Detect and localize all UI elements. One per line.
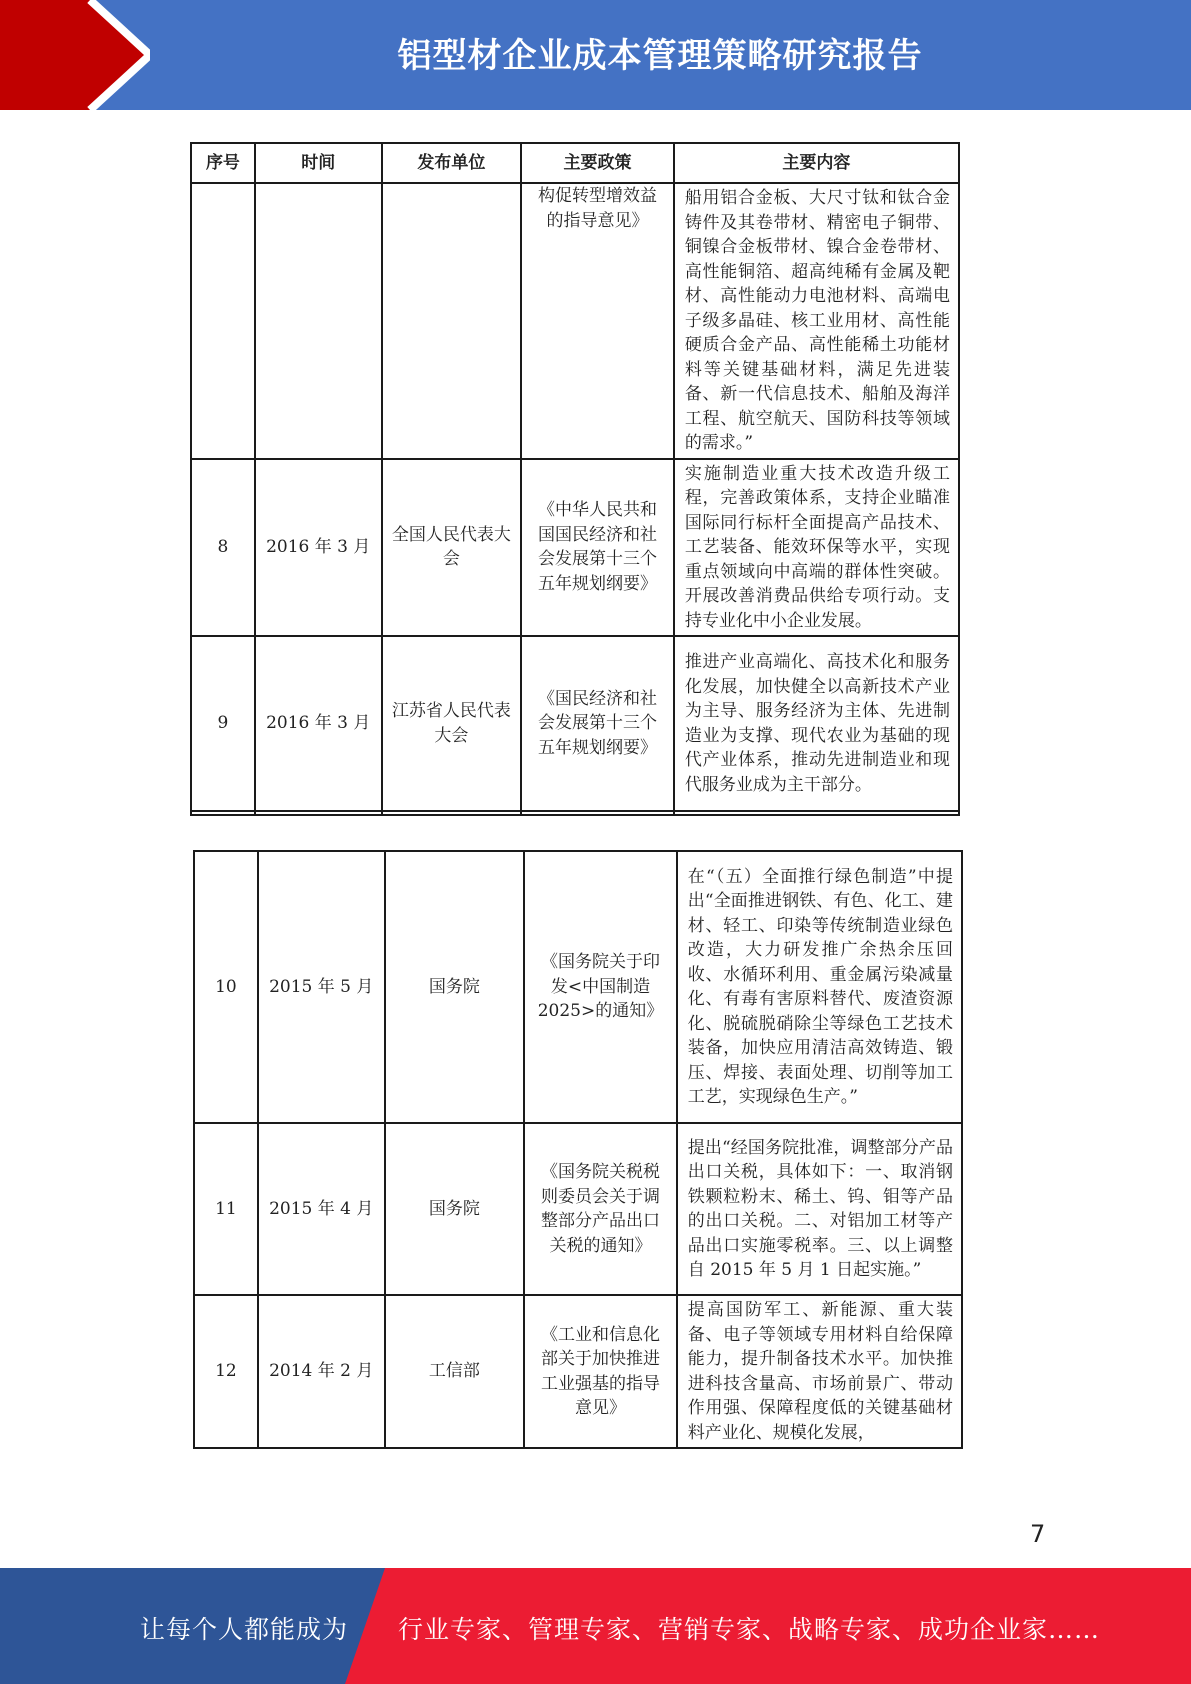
cell-policy: 《工业和信息化部关于加快推进工业强基的指导意见》: [524, 1295, 677, 1448]
table-row: [191, 636, 959, 811]
cell-no: [191, 183, 255, 459]
cell-content: 提出“经国务院批准，调整部分产品出口关税，具体如下：一、取消钢铁颗粒粉末、稀土、钨、钼等产品的出口关税。二、对铝加工材等产品出口实施零税率。三、以上调整自 2015 年 5 月 1 日起实施。”: [677, 1123, 962, 1295]
footer-slogan-left: 让每个人都能成为: [140, 1615, 349, 1644]
table-row: [191, 459, 959, 637]
cell-publisher: [382, 183, 522, 459]
cell-publisher: 国务院: [385, 851, 525, 1123]
cut-cell: [521, 811, 674, 815]
table-row: [194, 1295, 962, 1448]
cell-policy: 《国务院关于印发<中国制造2025>的通知》: [524, 851, 677, 1123]
col-header-date: 时间: [255, 143, 382, 183]
cell-content: 推进产业高端化、高技术化和服务化发展，加快健全以高新技术产业为主导、服务经济为主体、先进制造业为支撑、现代农业为基础的现代产业体系，推动先进制造业和现代服务业成为主干部分。: [674, 636, 959, 811]
cell-publisher: 江苏省人民代表大会: [382, 636, 522, 811]
cell-date: 2016 年 3 月: [255, 459, 382, 637]
cut-cell: [191, 811, 255, 815]
page-number: 7: [1030, 1520, 1046, 1548]
cell-content: 船用铝合金板、大尺寸钛和钛合金铸件及其卷带材、精密电子铜带、铜镍合金板带材、镍合金卷带材、高性能铜箔、超高纯稀有金属及靶材、高性能动力电池材料、高端电子级多晶硅、核工业用材、高性能硬质合金产品、高性能稀土功能材料等关键基础材料，满足先进装备、新一代信息技术、船舶及海洋工程、航空航天、国防科技等领域的需求。”: [674, 183, 959, 459]
cell-content: 提高国防军工、新能源、重大装备、电子等领域专用材料自给保障能力，提升制备技术水平。加快推进科技含量高、市场前景广、带动作用强、保障程度低的关键基础材料产业化、规模化发展，: [677, 1295, 962, 1448]
cell-date: 2015 年 5 月: [258, 851, 385, 1123]
cell-no: 10: [194, 851, 258, 1123]
table-row: [191, 183, 959, 459]
cell-policy: 《国民经济和社会发展第十三个五年规划纲要》: [521, 636, 674, 811]
header-banner: [0, 0, 1191, 110]
table-cut-row: [191, 811, 959, 815]
cell-policy: 《中华人民共和国国民经济和社会发展第十三个五年规划纲要》: [521, 459, 674, 637]
cell-no: 11: [194, 1123, 258, 1295]
footer-banner: [0, 1568, 1191, 1684]
table-header-row: [191, 143, 959, 183]
cell-date: 2016 年 3 月: [255, 636, 382, 811]
col-header-policy: 主要政策: [521, 143, 674, 183]
report-title: 铝型材企业成本管理策略研究报告: [397, 36, 923, 76]
col-header-no: 序号: [191, 143, 255, 183]
cell-date: [255, 183, 382, 459]
cell-date: 2014 年 2 月: [258, 1295, 385, 1448]
cell-content: 实施制造业重大技术改造升级工程，完善政策体系，支持企业瞄准国际同行标杆全面提高产品技术、工艺装备、能效环保等水平，实现重点领域向中高端的群体性突破。开展改善消费品供给专项行动。支持专业化中小企业发展。: [674, 459, 959, 637]
cut-cell: [255, 811, 382, 815]
col-header-publisher: 发布单位: [382, 143, 522, 183]
cell-publisher: 工信部: [385, 1295, 525, 1448]
red-chevron-decoration: [0, 0, 150, 110]
cell-publisher: 全国人民代表大会: [382, 459, 522, 637]
cell-no: 9: [191, 636, 255, 811]
cell-date: 2015 年 4 月: [258, 1123, 385, 1295]
cut-cell: [674, 811, 959, 815]
cell-content: 在“（五）全面推行绿色制造”中提出“全面推进钢铁、有色、化工、建材、轻工、印染等传统制造业绿色改造，大力研发推广余热余压回收、水循环利用、重金属污染减量化、有毒有害原料替代、废渣资源化、脱硫脱硝除尘等绿色工艺技术装备，加快应用清洁高效铸造、锻压、焊接、表面处理、切削等加工工艺，实现绿色生产。”: [677, 851, 962, 1123]
cut-cell: [382, 811, 522, 815]
cell-no: 8: [191, 459, 255, 637]
cell-policy: 《国务院关税税则委员会关于调整部分产品出口关税的通知》: [524, 1123, 677, 1295]
footer-slogan-right: 行业专家、管理专家、营销专家、战略专家、成功企业家……: [398, 1615, 1101, 1644]
cell-no: 12: [194, 1295, 258, 1448]
col-header-content: 主要内容: [674, 143, 959, 183]
table-row: [194, 851, 962, 1123]
cell-policy: 构促转型增效益的指导意见》: [521, 183, 674, 459]
policy-table-part1: [190, 142, 960, 816]
table-row: [194, 1123, 962, 1295]
policy-table-part2: [193, 850, 963, 1449]
cell-publisher: 国务院: [385, 1123, 525, 1295]
